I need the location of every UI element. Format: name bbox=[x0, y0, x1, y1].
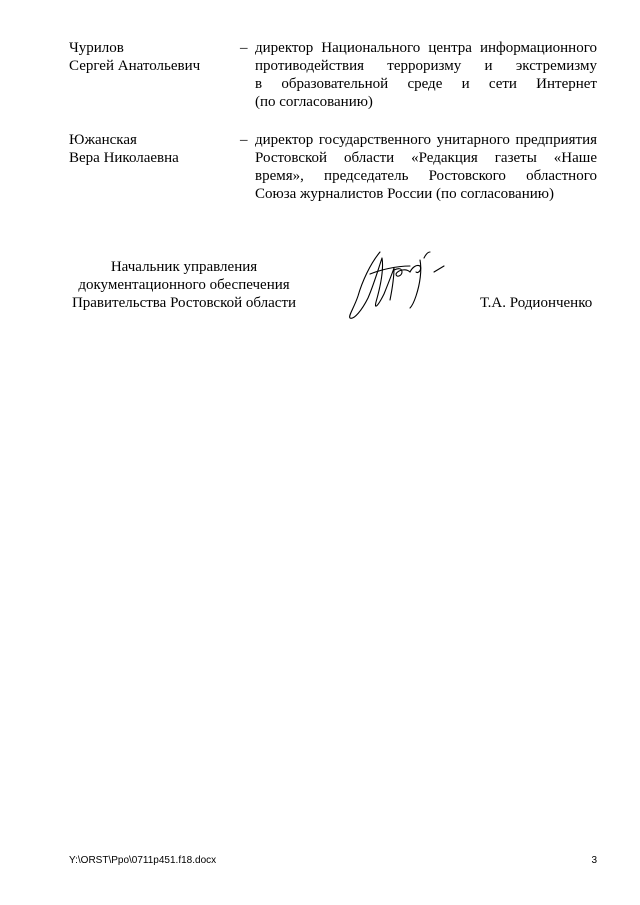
member-description bbox=[255, 39, 597, 111]
member-name bbox=[69, 39, 239, 75]
handwritten-signature bbox=[340, 244, 450, 324]
signer-position bbox=[69, 258, 299, 312]
description-line: (по согласованию) bbox=[255, 94, 373, 110]
member-given-names: Вера Николаевна bbox=[69, 150, 179, 166]
description-line: директор Национального центра информационного bbox=[255, 40, 597, 56]
description-line: Ростовской области «Редакция газеты «Наше bbox=[255, 150, 597, 166]
description-line: в образовательной среде и сети Интернет bbox=[255, 76, 597, 92]
dash-separator: – bbox=[240, 40, 248, 56]
description-line: противодействия терроризму и экстремизму bbox=[255, 58, 597, 74]
member-surname: Южанская bbox=[69, 132, 137, 148]
file-path: Y:\ORST\Ppo\0711p451.f18.docx bbox=[69, 855, 217, 866]
member-surname: Чурилов bbox=[69, 40, 124, 56]
page-number: 3 bbox=[591, 855, 597, 866]
description-line: время», председатель Ростовского областного bbox=[255, 168, 597, 184]
signature-block bbox=[0, 258, 640, 338]
member-name bbox=[69, 131, 239, 167]
position-line: Начальник управления bbox=[110, 259, 258, 275]
position-line: Правительства Ростовской области bbox=[71, 295, 297, 311]
member-description bbox=[255, 131, 597, 203]
dash-separator: – bbox=[240, 132, 248, 148]
description-line: директор государственного унитарного предприятия bbox=[255, 132, 597, 148]
position-line: документационного обеспечения bbox=[78, 277, 290, 293]
description-line: Союза журналистов России (по согласованию) bbox=[255, 186, 554, 202]
signer-name: Т.А. Родионченко bbox=[480, 295, 593, 311]
member-given-names: Сергей Анатольевич bbox=[69, 58, 201, 74]
